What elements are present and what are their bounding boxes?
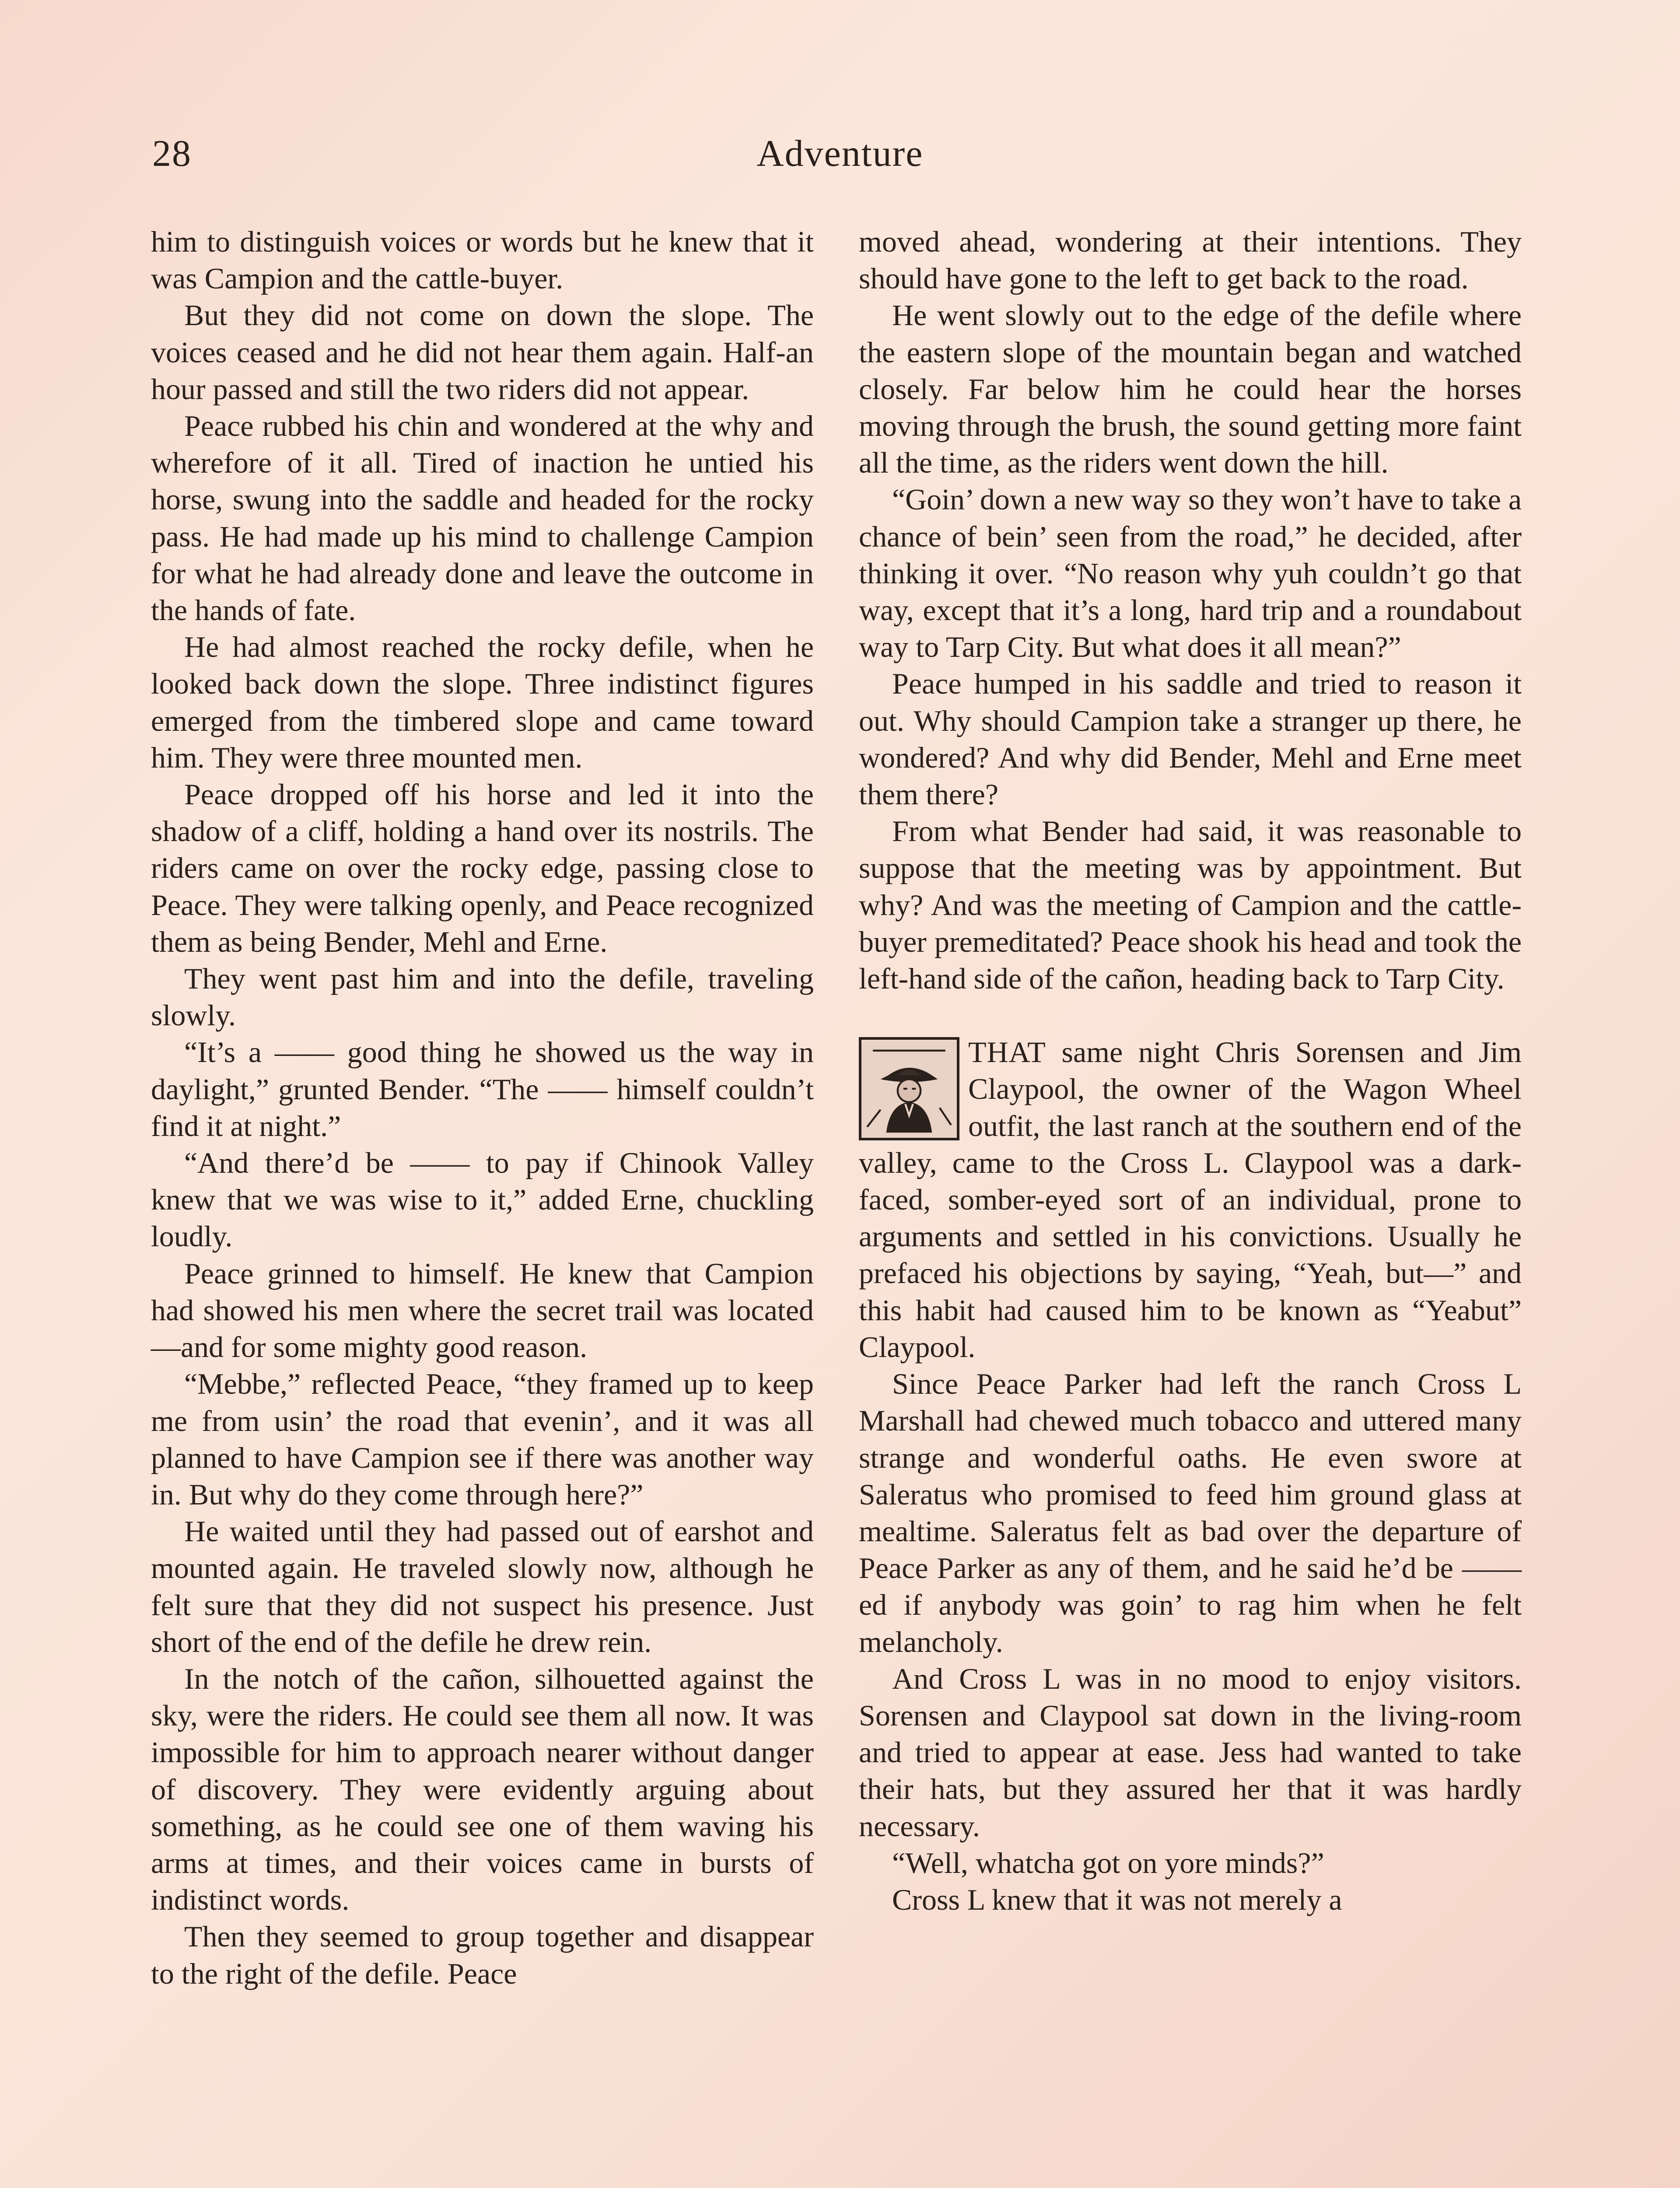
paragraph: Peace dropped off his horse and led it into the shadow of a cliff, holding a hand over its nostrils. The riders came on over the rocky edge, passing close to Peace. They were talking openly, and Peace recognized them as being Bender, Mehl and Erne. — [151, 778, 814, 958]
paragraph: He had almost reached the rocky defile, when he looked back down the slope. Three indistinct figures emerged from the timbered slope and came toward him. They were three mounted men. — [151, 630, 814, 774]
running-head: Adventure — [756, 132, 924, 174]
paragraph: He went slowly out to the edge of the defile where the eastern slope of the mountain began and watched closely. Far below him he could hear the horses moving through the brush, the sound getting more faint all the time, as the riders went down the hill. — [859, 298, 1522, 480]
paragraph: Peace humped in his saddle and tried to reason it out. Why should Campion take a stranger up there, he wondered? And why did Bender, Mehl and Erne meet them there? — [859, 667, 1522, 811]
paragraph: Then they seemed to group together and disappear to the right of the defile. Peace — [151, 1920, 814, 1990]
paragraph: “Well, whatcha got on yore minds?” — [892, 1846, 1324, 1879]
paragraph: From what Bender had said, it was reasonable to suppose that the meeting was by appointment. But why? And was the meeting of Campion and the cattle-buyer premeditated? Peace shook his head and took the left-hand side of the cañon, heading back to Tarp City. — [859, 814, 1522, 996]
right-column — [859, 223, 1522, 1918]
paragraph: In the notch of the cañon, silhouetted against the sky, were the riders. He could see them all now. It was impossible for him to approach nearer without danger of discovery. They were evidently arguing about something, as he could see one of them waving his arms at times, and their voices came in bursts of indistinct words. — [151, 1662, 814, 1917]
paragraph: They went past him and into the defile, traveling slowly. — [151, 962, 814, 1032]
paragraph: But they did not come on down the slope. The voices ceased and he did not hear them again. Half-an hour passed and still the two riders did not appear. — [151, 298, 814, 406]
section-lead-word: THAT — [968, 1035, 1046, 1069]
paragraph: moved ahead, wondering at their intentions. They should have gone to the left to get back to the road. — [859, 225, 1522, 295]
paragraph: He waited until they had passed out of earshot and mounted again. He traveled slowly now, although he felt sure that they did not suspect his presence. Just short of the end of the defile he drew rein. — [151, 1515, 814, 1659]
paragraph: “Goin’ down a new way so they won’t have to take a chance of bein’ seen from the road,” he decided, after thinking it over. “No reason why yuh couldn’t go that way, except that it’s a long, hard trip and a roundabout way to Tarp City. But what does it all mean?” — [859, 483, 1522, 664]
section-break — [859, 997, 1522, 1034]
paragraph: Peace rubbed his chin and wondered at the why and wherefore of it all. Tired of inaction he untied his horse, swung into the saddle and headed for the rocky pass. He had made up his mind to challenge Campion for what he had already done and leave the outcome in the hands of fate. — [151, 409, 814, 627]
paragraph: “Mebbe,” reflected Peace, “they framed up to keep me from usin’ the road that evenin’, and it was all planned to have Campion see if there was another way in. But why do they come through here?” — [151, 1367, 814, 1511]
paragraph: Peace grinned to himself. He knew that Campion had showed his men where the secret trail was located—and for some mighty good reason. — [151, 1256, 814, 1364]
left-column — [151, 223, 814, 1992]
section-opening-text: same night Chris Sorensen and Jim Claypool, the owner of the Wagon Wheel outfit, the last ranch at the southern end of the valley, came to the Cross L. Claypool was a dark-faced, somber-eyed sort of an individual, prone to arguments and settled in his convictions. Usually he prefaced his objections by saying, “Yeah, but—” and this habit had caused him to be known as “Yeabut” Claypool. — [859, 1035, 1522, 1364]
paragraph: Cross L knew that it was not merely a — [892, 1883, 1342, 1916]
paragraph: “It’s a —— good thing he showed us the way in daylight,” grunted Bender. “The —— himself couldn’t find it at night.” — [151, 1035, 814, 1143]
paragraph: him to distinguish voices or words but he knew that it was Campion and the cattle-buyer. — [151, 225, 814, 295]
headpiece-illustration — [859, 1037, 959, 1140]
cowboy-portrait-icon — [861, 1040, 957, 1138]
page-number: 28 — [152, 132, 192, 174]
paragraph: Since Peace Parker had left the ranch Cross L Marshall had chewed much tobacco and uttered many strange and wonderful oaths. He even swore at Saleratus who promised to feed him ground glass at mealtime. Saleratus felt as bad over the departure of Peace Parker as any of them, and he said he’d be ——ed if anybody was goin’ to rag him when he felt melancholy. — [859, 1367, 1522, 1659]
paragraph: “And there’d be —— to pay if Chinook Valley knew that we was wise to it,” added Erne, chuckling loudly. — [151, 1146, 814, 1253]
paragraph: And Cross L was in no mood to enjoy visitors. Sorensen and Claypool sat down in the living-room and tried to appear at ease. Jess had wanted to take their hats, but they assured her that it was hardly necessary. — [859, 1662, 1522, 1843]
